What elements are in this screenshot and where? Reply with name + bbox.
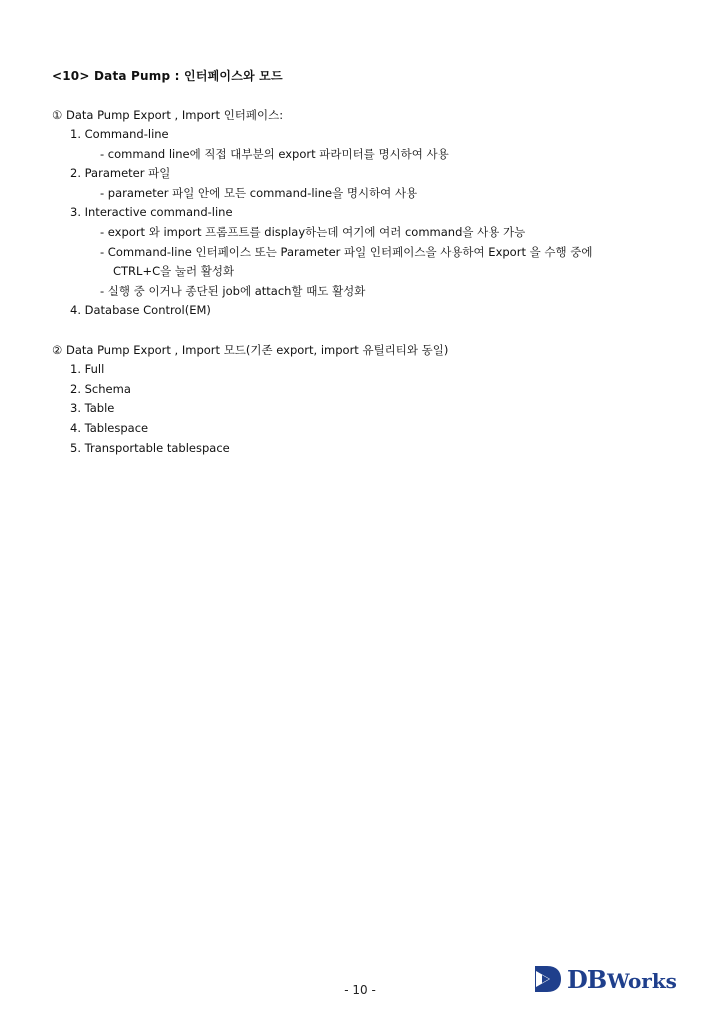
page-number: - 10 - [344, 983, 376, 997]
list-item: 4. Database Control(EM) [70, 303, 211, 317]
list-item: 5. Transportable tablespace [70, 441, 230, 455]
list-item: 2. Schema [70, 382, 131, 396]
section1-heading: ① Data Pump Export , Import 인터페이스: [52, 108, 284, 122]
page-title: <10> Data Pump : 인터페이스와 모드 [52, 69, 283, 83]
logo-wordmark [567, 965, 677, 994]
list-subitem: - export 와 import 프롬프트를 display하는데 여기에 여러 command을 사용 가능 [100, 225, 526, 239]
dbworks-logo-icon [533, 964, 563, 994]
list-item: 1. Command-line [70, 127, 169, 141]
list-item: 2. Parameter 파일 [70, 166, 171, 180]
list-item: 3. Table [70, 401, 115, 415]
list-subitem: - command line에 직접 대부분의 export 파라미터를 명시하여 사용 [100, 147, 449, 161]
list-subitem: - Command-line 인터페이스 또는 Parameter 파일 인터페이스을 사용하여 Export 을 수행 중에 [100, 245, 593, 259]
list-item: 1. Full [70, 362, 105, 376]
list-subitem: - parameter 파일 안에 모든 command-line을 명시하여 사용 [100, 186, 418, 200]
list-subitem-continuation: CTRL+C을 눌러 활성화 [113, 264, 235, 278]
list-item: 3. Interactive command-line [70, 205, 233, 219]
logo-db-text: DB [567, 964, 607, 994]
list-item: 4. Tablespace [70, 421, 149, 435]
dbworks-logo [533, 962, 677, 996]
logo-works-text: Works [607, 968, 677, 993]
list-subitem: - 실행 중 이거나 종단된 job에 attach할 때도 활성화 [100, 284, 366, 298]
section2-heading: ② Data Pump Export , Import 모드(기존 export, import 유틸리티와 동일) [52, 343, 449, 357]
